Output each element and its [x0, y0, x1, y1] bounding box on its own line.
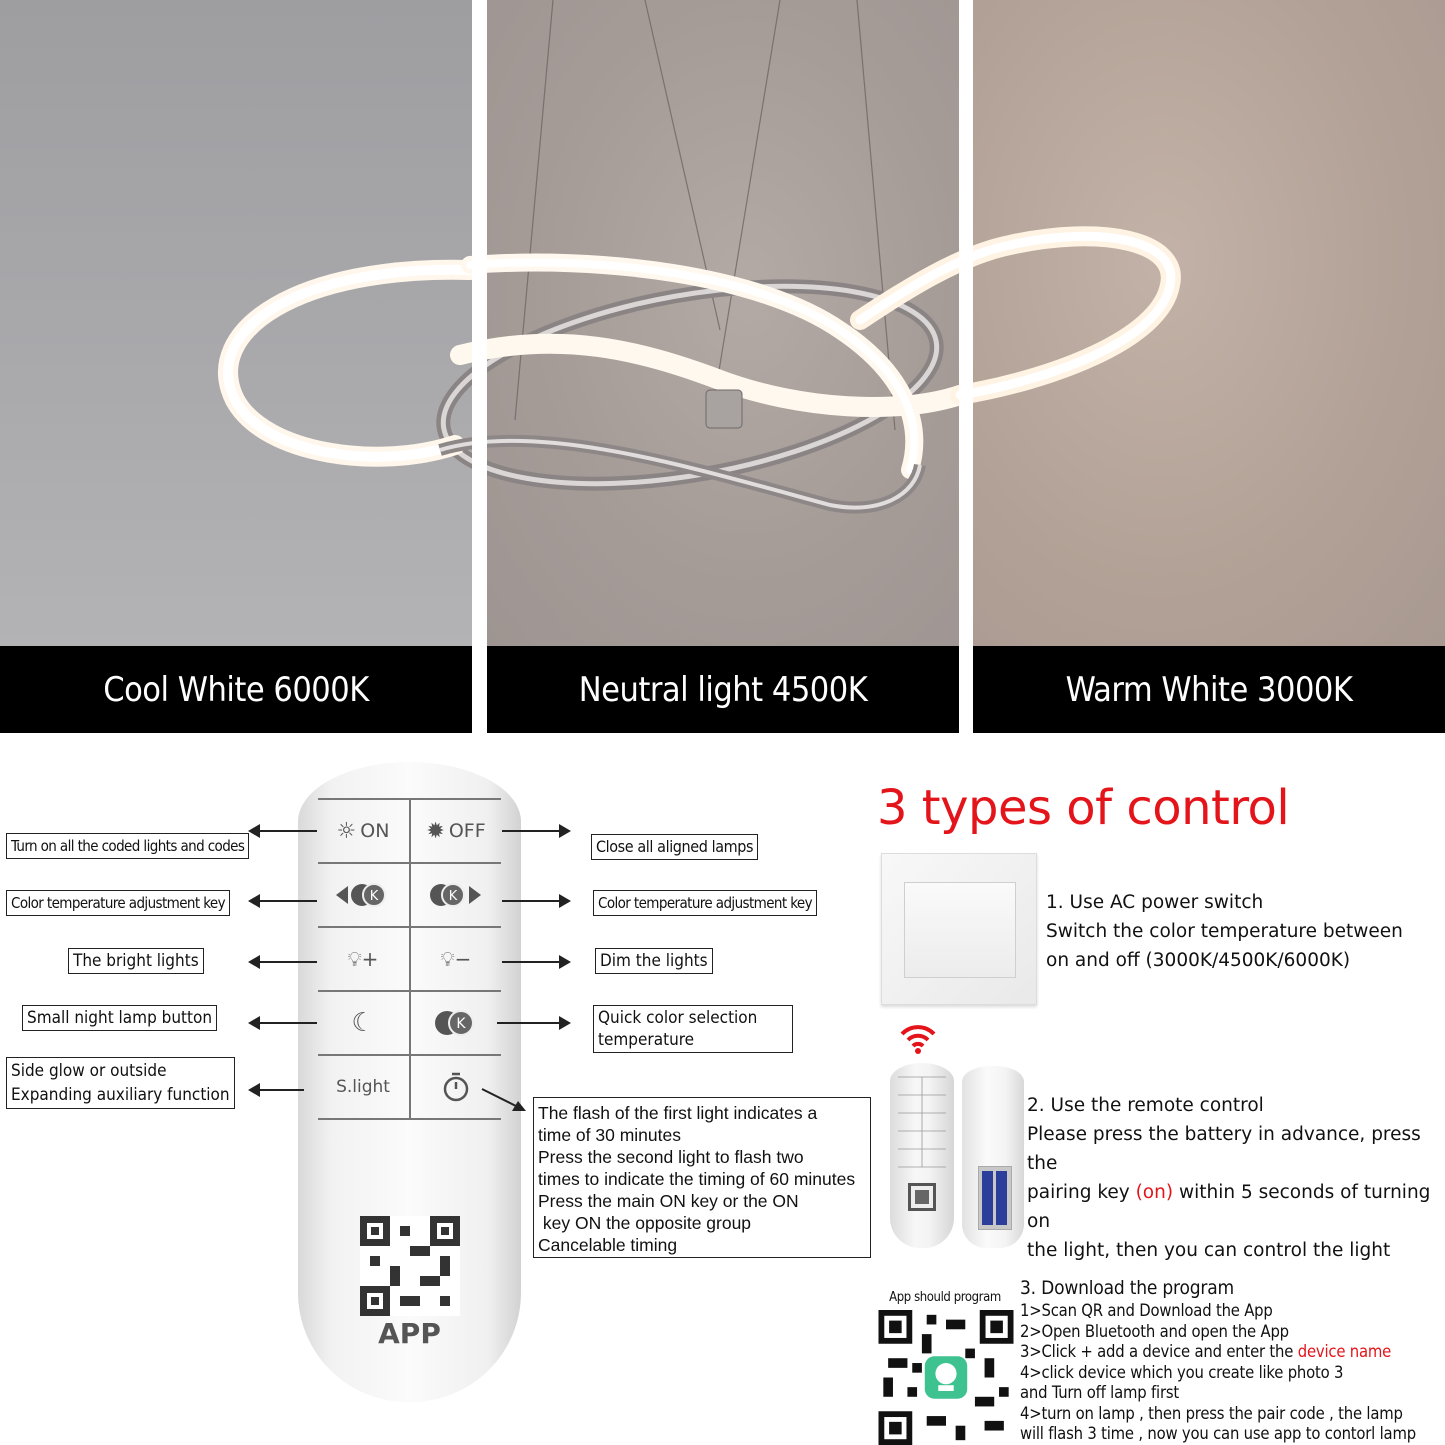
cool-white-caption: Cool White 6000K [0, 646, 472, 733]
panel-divider [959, 0, 973, 733]
timer-note-line: Press the main ON key or the ON [538, 1191, 799, 1211]
timer-note-line: time of 30 minutes [538, 1125, 681, 1145]
arrow-right-off [502, 830, 569, 832]
bright-lights-label: The bright lights [68, 948, 204, 974]
step1-title: 1. Use AC power switch [1046, 892, 1264, 913]
off-key[interactable] [411, 800, 501, 862]
close-all-label: Close all aligned lamps [591, 834, 758, 860]
battery [996, 1171, 1007, 1225]
timer-icon [441, 1071, 471, 1103]
remote-control [298, 762, 521, 1402]
switch-rocker [904, 882, 1016, 978]
arrow-right-dim [502, 961, 569, 963]
wall-switch-image [881, 853, 1037, 1005]
qr-caption: App should program [889, 1290, 1001, 1305]
arrow-left-on [250, 830, 317, 832]
step3-line: and Turn off lamp first [1020, 1383, 1179, 1402]
step1-line2: on and off (3000K/4500K/6000K) [1046, 950, 1351, 971]
remote-front-image [890, 1063, 954, 1248]
bulb-plus-icon: 💡︎+ [347, 947, 379, 971]
color-temp-up-key[interactable] [411, 864, 501, 926]
step2-line2-pre: pairing key [1027, 1182, 1136, 1203]
quick-color-label [593, 1005, 793, 1053]
timer-note-line: times to indicate the timing of 60 minutes [538, 1169, 856, 1189]
battery [982, 1171, 993, 1225]
step3-line: 2>Open Bluetooth and open the App [1020, 1321, 1289, 1341]
device-name-highlight: device name [1297, 1342, 1392, 1361]
arrow-left-side-glow [250, 1089, 304, 1091]
battery-compartment [978, 1166, 1012, 1230]
step2-line2 [1027, 1178, 1445, 1236]
step3-line-pre: 3>Click + add a device and enter the [1020, 1342, 1298, 1361]
timer-note-line: Press the second light to flash two [538, 1147, 804, 1167]
slight-key-label: S.light [336, 1077, 390, 1097]
quick-color-line-2: temperature [598, 1030, 695, 1050]
svg-text:K: K [369, 889, 379, 904]
step3-title: 3. Download the program [1020, 1277, 1234, 1299]
timer-note-box [533, 1097, 871, 1258]
step3-line: 1>Scan QR and Download the App [1020, 1301, 1273, 1320]
remote-key-grid [318, 798, 501, 1118]
step3-line: will flash 3 time , now you can use app to contorl lamp [1020, 1424, 1416, 1443]
remote-qr-code [360, 1216, 460, 1316]
pendant-lamp-illustration [0, 0, 1445, 646]
step3-line: 4>turn on lamp , then press the pair code , the lamp [1020, 1403, 1403, 1423]
remote-front-keys [890, 1063, 954, 1248]
remote-back-image [962, 1066, 1024, 1248]
side-glow-label [6, 1057, 235, 1109]
svg-text:K: K [456, 1016, 466, 1032]
sun-filled-icon: ✹ [426, 818, 445, 844]
side-glow-line-1: Side glow or outside [11, 1061, 167, 1081]
step3-text [1020, 1275, 1416, 1445]
step3-line [1020, 1342, 1416, 1363]
color-k-icon [431, 1009, 481, 1037]
step2-line1: Please press the battery in advance, press the [1027, 1124, 1421, 1174]
slight-key[interactable] [318, 1056, 408, 1118]
step3-line: 4>click device which you create like photo 3 [1020, 1362, 1344, 1382]
quick-color-line-1: Quick color selection [598, 1008, 758, 1028]
moon-icon: ☾ [351, 1008, 375, 1038]
dim-lights-label: Dim the lights [595, 948, 713, 974]
app-qr-code [877, 1310, 1015, 1445]
brightness-down-key[interactable] [411, 928, 501, 990]
step2-text [1027, 1091, 1445, 1265]
on-key-label: ON [360, 820, 390, 842]
panel-divider [472, 0, 487, 733]
arrow-right-quick [497, 1022, 569, 1024]
night-lamp-label: Small night lamp button [22, 1005, 217, 1031]
color-temp-left-label: Color temperature adjustment key [6, 890, 230, 916]
arrow-left-night [250, 1022, 317, 1024]
timer-note-line: Cancelable timing [538, 1235, 678, 1255]
color-temp-down-key[interactable] [318, 864, 408, 926]
step2-title: 2. Use the remote control [1027, 1095, 1264, 1116]
color-temp-right-icon [427, 882, 485, 908]
pair-key-highlight: (on) [1135, 1182, 1174, 1203]
step2-line2-post: within 5 seconds of turning on [1027, 1182, 1431, 1232]
quick-color-key[interactable] [411, 992, 501, 1054]
step1-line1: Switch the color temperature between [1046, 921, 1403, 942]
wireless-signal-icon [898, 1020, 938, 1056]
brightness-up-key[interactable] [318, 928, 408, 990]
timer-note-line: The flash of the first light indicates a [538, 1103, 818, 1123]
remote-app-label: APP [378, 1317, 441, 1350]
timer-note-line: key ON the opposite group [538, 1213, 752, 1233]
warm-white-caption: Warm White 3000K [973, 646, 1445, 733]
side-glow-line-2: Expanding auxiliary function [11, 1085, 230, 1105]
color-temp-right-label: Color temperature adjustment key [593, 890, 817, 916]
neutral-light-caption: Neutral light 4500K [487, 646, 959, 733]
controls-title: 3 types of control [877, 780, 1290, 836]
arrow-right-color-temp [502, 900, 569, 902]
turn-on-all-label: Turn on all the coded lights and codes [6, 833, 249, 859]
step2-line3: the light, then you can control the light [1027, 1240, 1391, 1261]
key-divider [318, 1118, 501, 1120]
step1-text [1046, 888, 1403, 975]
arrow-left-color-temp [250, 900, 317, 902]
arrow-diagonal-timer [480, 1085, 530, 1115]
off-key-label: OFF [448, 820, 486, 842]
color-temp-left-icon [334, 882, 392, 908]
night-lamp-key[interactable] [318, 992, 408, 1054]
bulb-minus-icon: 💡︎− [440, 947, 472, 971]
sun-outline-icon: ☼ [336, 818, 357, 844]
arrow-left-bright [250, 961, 317, 963]
svg-text:K: K [448, 889, 458, 904]
on-key[interactable] [318, 800, 408, 862]
